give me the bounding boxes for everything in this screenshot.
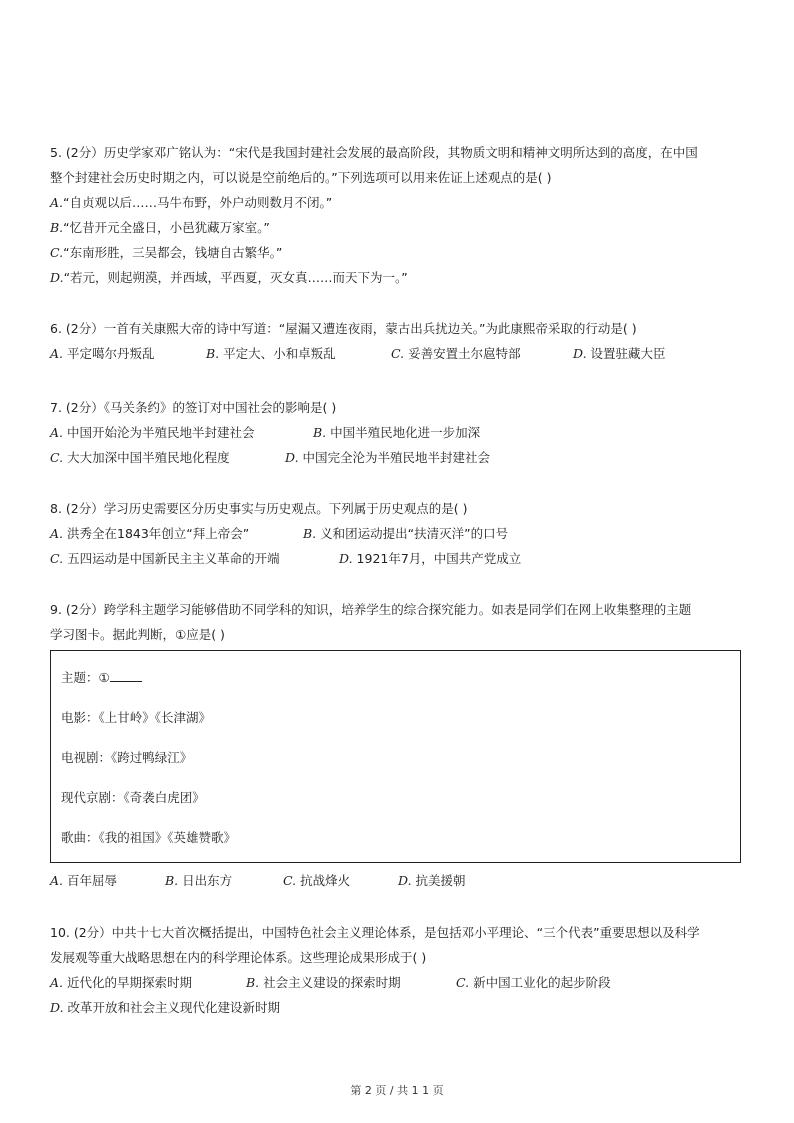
- question-6-option-b: [206, 341, 391, 366]
- option-letter: B.: [50, 220, 64, 235]
- question-5: [50, 140, 750, 290]
- option-letter: D.: [50, 1000, 64, 1015]
- topic-card-topic: [61, 667, 142, 689]
- option-text: 抗美援朝: [415, 873, 466, 888]
- question-7: [50, 395, 750, 470]
- question-10-stem-line-1: 10. (2分）中共十七大首次概括提出，中国特色社会主义理论体系，是包括邓小平理论、“三个代表”重要思想以及科学: [50, 925, 700, 940]
- option-letter: B.: [165, 873, 179, 888]
- question-10-options-row-1: [50, 970, 750, 995]
- question-5-stem-line-1: 5. (2分）历史学家邓广铭认为：“宋代是我国封建社会发展的最高阶段，其物质文明和精神文明所达到的高度，在中国: [50, 145, 698, 160]
- question-9-option-a: [50, 868, 165, 893]
- question-8-option-a: [50, 521, 303, 546]
- option-text: 洪秀全在1843年创立“拜上帝会”: [67, 526, 250, 541]
- question-8-option-c: [50, 546, 339, 571]
- option-text: 妥善安置土尔扈特部: [408, 346, 521, 361]
- question-9-option-c: [283, 868, 398, 893]
- question-9-option-d: [398, 868, 466, 893]
- option-text: “自贞观以后……马牛布野，外户动则数月不闭。”: [63, 195, 333, 210]
- question-8-options-row-1: [50, 521, 750, 546]
- question-6-option-c: [391, 341, 573, 366]
- option-text: 设置驻藏大臣: [590, 346, 666, 361]
- question-9: [50, 597, 750, 647]
- option-text: 五四运动是中国新民主主义革命的开端: [67, 551, 280, 566]
- option-letter: A.: [50, 526, 64, 541]
- option-letter: D.: [339, 551, 353, 566]
- question-5-option-b: [50, 215, 750, 240]
- option-text: 平定噶尔丹叛乱: [67, 346, 155, 361]
- question-7-options-row-1: [50, 420, 750, 445]
- question-10-option-c: [456, 970, 611, 995]
- question-6-option-d: [573, 341, 666, 366]
- option-letter: A.: [50, 195, 64, 210]
- question-6-stem: 6. (2分）一首有关康熙大帝的诗中写道：“屋漏又遭连夜雨，蒙古出兵扰边关。”为此康熙帝采取的行动是( ): [50, 321, 637, 336]
- option-letter: B.: [246, 975, 260, 990]
- option-letter: D.: [50, 270, 64, 285]
- option-letter: C.: [50, 450, 64, 465]
- option-text: 社会主义建设的探索时期: [263, 975, 401, 990]
- option-letter: D.: [398, 873, 412, 888]
- question-10: [50, 920, 750, 1020]
- option-letter: C.: [50, 245, 64, 260]
- option-letter: D.: [573, 346, 587, 361]
- option-letter: A.: [50, 873, 64, 888]
- option-text: 抗战烽火: [300, 873, 351, 888]
- option-letter: C.: [283, 873, 297, 888]
- question-5-option-a: [50, 190, 750, 215]
- option-text: “东南形胜，三吴都会，钱塘自古繁华。”: [63, 245, 283, 260]
- question-10-option-b: [246, 970, 456, 995]
- question-8-options-row-2: [50, 546, 750, 571]
- topic-card-tv: 电视剧：《跨过鸭绿江》: [61, 750, 193, 765]
- question-6-options: [50, 341, 750, 366]
- topic-card-box: [50, 650, 741, 863]
- question-7-option-a: [50, 420, 313, 445]
- option-text: 中国半殖民地化进一步加深: [330, 425, 481, 440]
- question-9-option-b: [165, 868, 283, 893]
- question-10-option-d: [50, 995, 280, 1020]
- question-5-stem-line-2: 整个封建社会历史时期之内，可以说是空前绝后的。”下列选项可以用来佐证上述观点的是( ): [50, 170, 552, 185]
- option-text: 大大加深中国半殖民地化程度: [67, 450, 230, 465]
- question-9-stem-line-1: 9. (2分）跨学科主题学习能够借助不同学科的知识，培养学生的综合探究能力。如表是同学们在网上收集整理的主题: [50, 602, 692, 617]
- question-10-options-row-2: [50, 995, 750, 1020]
- option-letter: C.: [50, 551, 64, 566]
- option-text: 近代化的早期探索时期: [67, 975, 193, 990]
- option-letter: C.: [456, 975, 470, 990]
- option-letter: D.: [285, 450, 299, 465]
- question-7-options-row-2: [50, 445, 750, 470]
- option-letter: A.: [50, 425, 64, 440]
- topic-label: 主题：①: [61, 670, 110, 685]
- option-text: “若元，则起朔漠，并西域，平西夏，灭女真……而天下为一。”: [63, 270, 408, 285]
- topic-card-songs: 歌曲：《我的祖国》《英雄赞歌》: [61, 830, 237, 845]
- option-text: 改革开放和社会主义现代化建设新时期: [67, 1000, 281, 1015]
- question-9-options: [50, 868, 750, 893]
- question-8-stem: 8. (2分）学习历史需要区分历史事实与历史观点。下列属于历史观点的是( ): [50, 501, 468, 516]
- question-6-option-a: [50, 341, 206, 366]
- question-8-option-b: [303, 521, 508, 546]
- option-letter: C.: [391, 346, 405, 361]
- option-letter: B.: [303, 526, 317, 541]
- option-letter: A.: [50, 346, 64, 361]
- option-text: 平定大、小和卓叛乱: [223, 346, 336, 361]
- question-7-option-c: [50, 445, 285, 470]
- option-text: “忆昔开元全盛日，小邑犹藏万家室。”: [63, 220, 270, 235]
- option-text: 中国开始沦为半殖民地半封建社会: [67, 425, 255, 440]
- question-10-option-a: [50, 970, 246, 995]
- option-letter: B.: [313, 425, 327, 440]
- question-8-option-d: [339, 546, 521, 571]
- question-10-stem-line-2: 发展观等重大战略思想在内的科学理论体系。这些理论成果形成于( ): [50, 950, 427, 965]
- option-letter: A.: [50, 975, 64, 990]
- question-7-stem: 7. (2分）《马关条约》的签订对中国社会的影响是( ): [50, 400, 337, 415]
- question-9-stem-line-2: 学习图卡。据此判断，①应是( ): [50, 627, 225, 642]
- option-text: 义和团运动提出“扶清灭洋”的口号: [320, 526, 509, 541]
- question-8: [50, 496, 750, 571]
- option-text: 新中国工业化的起步阶段: [473, 975, 611, 990]
- page-footer: 第 2 页 / 共 1 1 页: [350, 1084, 444, 1097]
- question-5-option-d: [50, 265, 750, 290]
- option-text: 日出东方: [182, 873, 233, 888]
- topic-card-film: 电影：《上甘岭》《长津湖》: [61, 710, 212, 725]
- question-9-options-row: [50, 868, 750, 893]
- question-6: [50, 316, 750, 366]
- question-7-option-d: [285, 445, 490, 470]
- option-letter: B.: [206, 346, 220, 361]
- option-text: 中国完全沦为半殖民地半封建社会: [302, 450, 491, 465]
- topic-card-opera: 现代京剧：《奇袭白虎团》: [61, 790, 205, 805]
- option-text: 百年屈辱: [67, 873, 118, 888]
- answer-blank: [110, 667, 142, 682]
- option-text: 1921年7月，中国共产党成立: [356, 551, 522, 566]
- question-7-option-b: [313, 420, 480, 445]
- question-5-option-c: [50, 240, 750, 265]
